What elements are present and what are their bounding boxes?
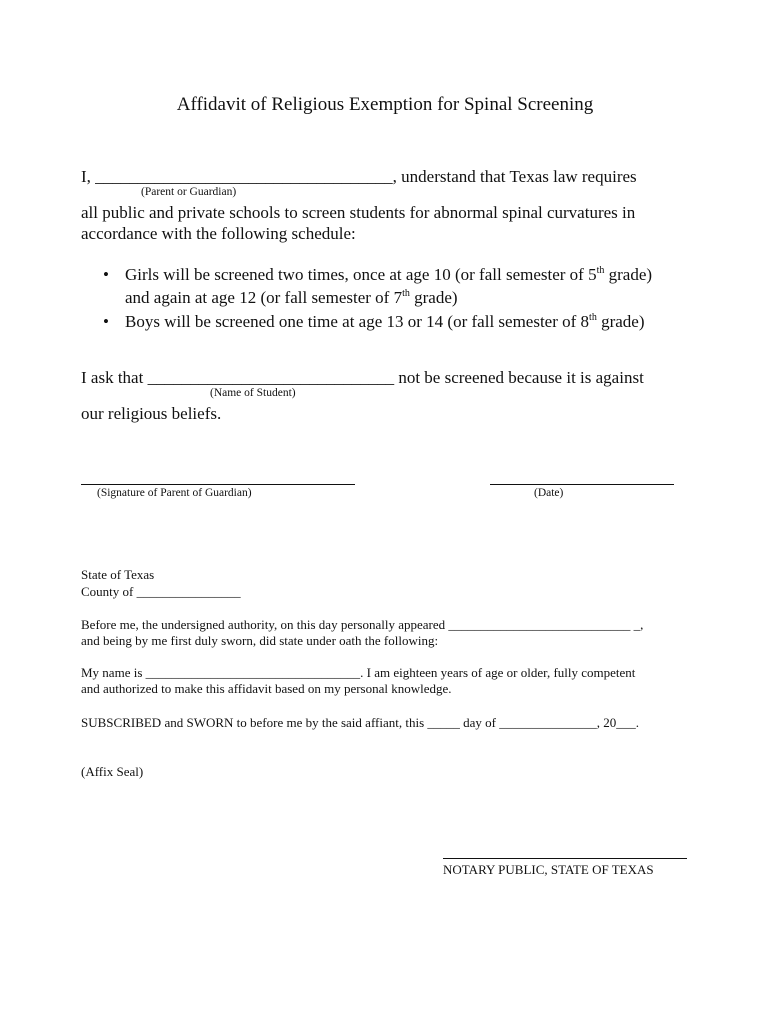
request-prefix: I ask that <box>81 368 148 387</box>
request-line-2: our religious beliefs. <box>81 404 222 423</box>
schedule-item-girls-cont: and again at age 12 (or fall semester of 7th grade) <box>125 288 458 307</box>
intro-line-2: all public and private schools to screen students for abnormal spinal curvatures in <box>81 203 636 222</box>
bullet-icon: • <box>103 265 109 284</box>
date-line[interactable] <box>490 484 674 485</box>
name-line-1[interactable]: My name is _________________________________. I am eighteen years of age or older, fully competent <box>81 665 636 680</box>
request-suffix: not be screened because it is against <box>394 368 644 387</box>
signature-line[interactable] <box>81 484 355 485</box>
subscribed-line[interactable]: SUBSCRIBED and SWORN to before me by the said affiant, this _____ day of _______________, 20___. <box>81 715 639 730</box>
notary-signature-line[interactable] <box>443 858 687 859</box>
intro-suffix: , understand that Texas law requires <box>392 167 637 186</box>
request-line-1 <box>81 368 644 388</box>
county-line[interactable]: County of ________________ <box>81 584 241 599</box>
state-label: State of Texas <box>81 567 155 582</box>
date-caption: (Date) <box>534 487 564 499</box>
intro-line-1 <box>81 167 637 187</box>
signature-caption: (Signature of Parent of Guardian) <box>97 487 252 499</box>
student-name-blank[interactable]: _____________________________ <box>147 368 395 387</box>
schedule-item-boys: • Boys will be screened one time at age 13 or 14 (or fall semester of 8th grade) <box>103 312 645 331</box>
schedule-item-girls: • Girls will be screened two times, once at age 10 (or fall semester of 5th grade) <box>103 265 653 284</box>
bullet-icon: • <box>103 312 109 331</box>
intro-prefix: I, <box>81 167 96 186</box>
parent-name-blank[interactable]: ___________________________________ <box>95 167 393 186</box>
appeared-line-1[interactable]: Before me, the undersigned authority, on this day personally appeared ____________________________ _, <box>81 617 644 632</box>
parent-caption: (Parent or Guardian) <box>141 186 237 198</box>
seal-label: (Affix Seal) <box>81 764 144 779</box>
intro-line-3: accordance with the following schedule: <box>81 224 356 243</box>
name-line-2: and authorized to make this affidavit based on my personal knowledge. <box>81 681 452 696</box>
notary-caption: NOTARY PUBLIC, STATE OF TEXAS <box>443 862 654 877</box>
appeared-line-2: and being by me first duly sworn, did state under oath the following: <box>81 633 439 648</box>
student-caption: (Name of Student) <box>210 387 296 399</box>
document-title: Affidavit of Religious Exemption for Spinal Screening <box>176 94 594 115</box>
